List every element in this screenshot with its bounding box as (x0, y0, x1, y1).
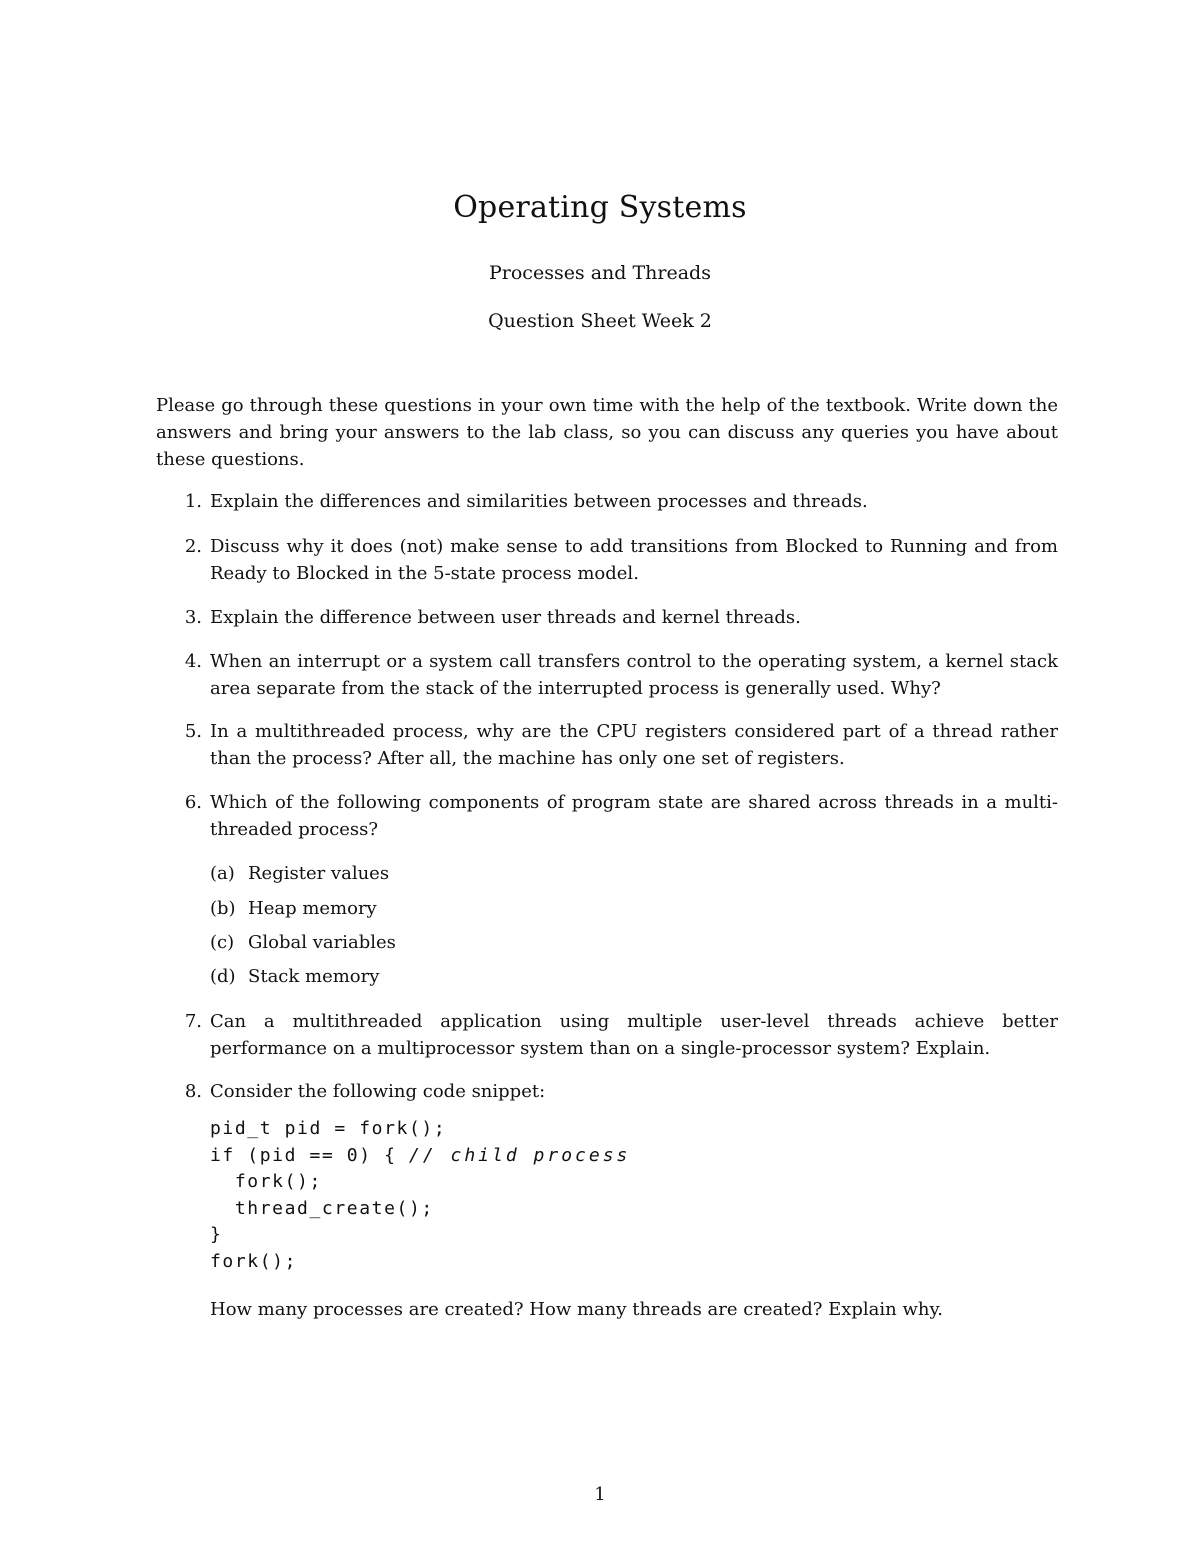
question-text: Explain the difference between user threads and kernel threads. (210, 607, 801, 628)
question-text: Discuss why it does (not) make sense to add transitions from Blocked to Running and from Ready to Blocked in the 5-state process model. (210, 536, 1058, 584)
option-a (210, 860, 810, 887)
sheet-label: Question Sheet Week 2 (488, 310, 712, 332)
question-number: 1. (184, 491, 202, 512)
question-number: 8. (184, 1081, 202, 1102)
document-subtitle: Processes and Threads (489, 262, 711, 284)
intro-paragraph: Please go through these questions in your own time with the help of the textbook. Write down the answers and bring your answers to the lab class, so you can discuss any queries you have about these questions. (156, 395, 1058, 470)
question-text: In a multithreaded process, why are the CPU registers considered part of a thread rather than the process? After all, the machine has only one set of registers. (210, 721, 1058, 769)
option-text: Heap memory (248, 898, 377, 919)
option-label: (b) (210, 898, 236, 919)
code-line: thread_create(); (210, 1197, 434, 1219)
code-fragment: if (pid == 0) { (210, 1144, 409, 1166)
option-text: Stack memory (248, 966, 380, 987)
code-line: pid_t pid = fork(); (210, 1118, 447, 1139)
code-line: } (210, 1224, 223, 1245)
code-line (210, 1143, 630, 1170)
option-text: Global variables (248, 932, 396, 953)
question-text: Consider the following code snippet: (210, 1081, 546, 1102)
page-number: 1 (594, 1484, 606, 1505)
question-number: 5. (184, 721, 202, 742)
option-d (210, 963, 810, 990)
question-text: Explain the differences and similarities between processes and threads. (210, 491, 868, 512)
question-text: When an interrupt or a system call transfers control to the operating system, a kernel stack area separate from the stack of the interrupted process is generally used. Why? (210, 651, 1058, 699)
code-line: fork(); (210, 1250, 298, 1272)
question-number: 7. (184, 1011, 202, 1032)
option-label: (c) (210, 932, 235, 953)
question-number: 2. (184, 536, 202, 557)
code-line: fork(); (210, 1171, 322, 1192)
code-comment: // child process (409, 1144, 631, 1166)
question-number: 3. (184, 607, 202, 628)
question-number: 6. (184, 792, 202, 813)
document-title: Operating Systems (453, 190, 747, 225)
option-label: (d) (210, 966, 236, 987)
option-label: (a) (210, 863, 235, 884)
option-text: Register values (248, 863, 390, 884)
question-text: Which of the following components of program state are shared across threads in a multi-threaded process? (210, 792, 1058, 840)
code-snippet (210, 1116, 630, 1275)
question-followup: How many processes are created? How many threads are created? Explain why. (210, 1299, 943, 1320)
question-number: 4. (184, 651, 202, 672)
question-text: Can a multithreaded application using multiple user-level threads achieve better performance on a multiprocessor system than on a single-processor system? Explain. (210, 1011, 1058, 1059)
option-c (210, 929, 810, 956)
option-b (210, 895, 810, 922)
